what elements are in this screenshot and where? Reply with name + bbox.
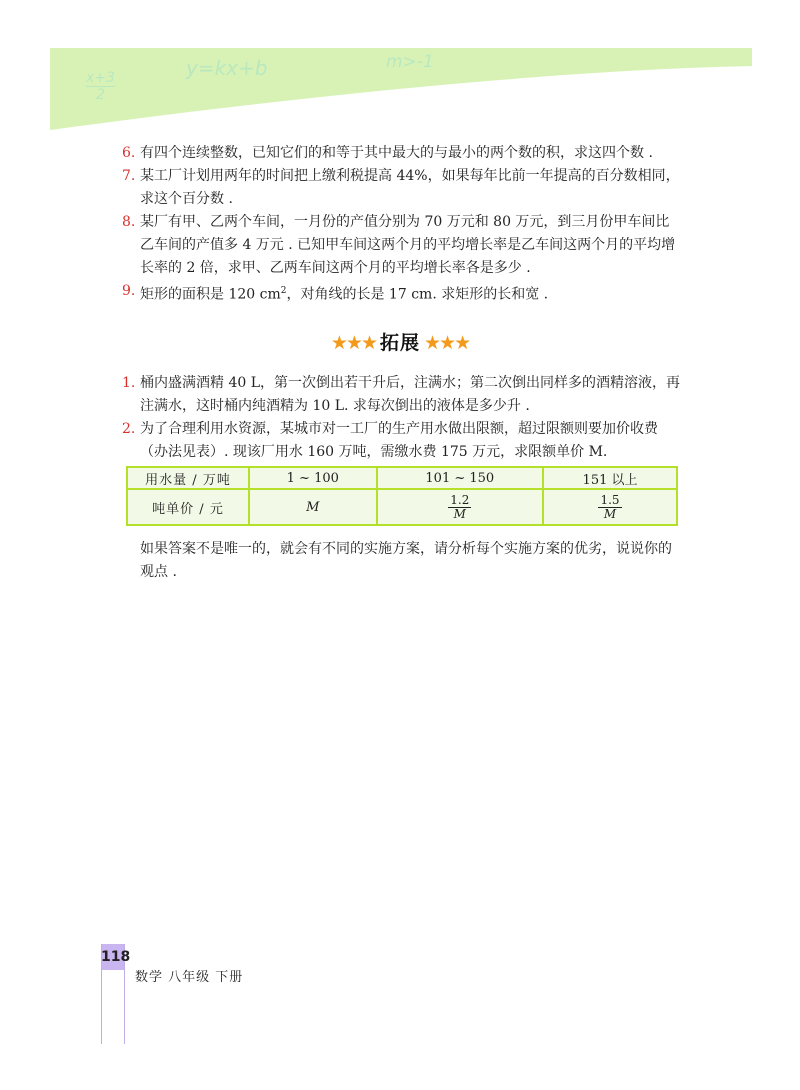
extension-item-1 <box>122 372 682 418</box>
extension-number: 2. <box>122 421 136 437</box>
exercise-superscript: 2 <box>280 286 287 296</box>
banner-formula-denominator: 2 <box>96 87 105 103</box>
extension-text: 桶内盛满酒精 40 L，第一次倒出若干升后，注满水；第二次倒出同样多的酒精溶液，再注满水，这时桶内纯酒精为 10 L. 求每次倒出的液体是多少升 . <box>140 375 681 414</box>
table-cell-price-1: M <box>249 489 377 525</box>
fraction <box>598 494 621 521</box>
fraction-numerator: 1.2 <box>450 492 470 507</box>
page-number: 118 <box>101 949 131 965</box>
banner-formula-linear: y=kx+b <box>186 56 268 80</box>
banner-formula-inequality: m>-1 <box>386 52 434 72</box>
exercise-number: 7. <box>122 168 136 184</box>
exercise-number: 8. <box>122 214 136 230</box>
banner-formula-fraction <box>86 70 115 103</box>
water-price-table <box>126 466 678 526</box>
exercise-text: 某工厂计划用两年的时间把上缴利税提高 44%，如果每年比前一年提高的百分数相同，求这个百分数 . <box>140 168 680 207</box>
discussion-note: 如果答案不是唯一的，就会有不同的实施方案，请分析每个实施方案的优劣，说说你的观点 . <box>140 541 672 580</box>
section-heading <box>0 328 800 355</box>
exercise-text: 有四个连续整数，已知它们的和等于其中最大的与最小的两个数的积，求这四个数 . <box>140 145 653 161</box>
banner-formula-numerator: x+3 <box>86 70 115 86</box>
exercise-item-7 <box>122 165 682 211</box>
fraction-denominator: M <box>453 506 466 521</box>
fraction-numerator: 1.5 <box>600 492 620 507</box>
exercise-list <box>122 142 682 307</box>
exercise-number: 9. <box>122 283 136 299</box>
exercise-number: 6. <box>122 145 136 161</box>
table-header-cell: 1 ~ 100 <box>249 467 377 489</box>
extension-list <box>122 372 682 464</box>
table-row <box>127 489 677 525</box>
exercise-text-start: 矩形的面积是 120 cm <box>140 286 281 303</box>
extension-number: 1. <box>122 375 136 391</box>
exercise-text: 某厂有甲、乙两个车间，一月份的产值分别为 70 万元和 80 万元，到三月份甲车间比乙车间的产值多 4 万元 . 已知甲车间这两个月的平均增长率是乙车间这两个月的平均增长率的 2 倍，求甲、乙两车间这两个月的平均增长率各是多少 . <box>140 214 676 276</box>
extension-item-2 <box>122 418 682 464</box>
table-header-cell: 用水量 / 万吨 <box>127 467 249 489</box>
exercise-item-8 <box>122 211 682 280</box>
fraction <box>448 494 471 521</box>
table-cell-price-3 <box>543 489 677 525</box>
table-cell-price-2 <box>377 489 543 525</box>
star-icon-group-left: ★★★ <box>330 332 376 354</box>
exercise-text-end: ，对角线的长是 17 cm. 求矩形的长和宽 . <box>286 286 549 303</box>
table-row-label: 吨单价 / 元 <box>127 489 249 525</box>
table-header-row <box>127 467 677 489</box>
book-title: 数学 八年级 下册 <box>135 970 244 985</box>
exercise-item-6 <box>122 142 682 165</box>
header-banner <box>0 0 800 140</box>
table-header-cell: 101 ~ 150 <box>377 467 543 489</box>
extension-text: 为了合理利用水资源，某城市对一工厂的生产用水做出限额，超过限额则要加价收费（办法见表）. 现该厂用水 160 万吨，需缴水费 175 万元，求限额单价 M. <box>140 421 658 460</box>
section-title: 拓展 <box>379 332 420 354</box>
star-icon-group-right: ★★★ <box>424 332 470 354</box>
table-header-cell: 151 以上 <box>543 467 677 489</box>
exercise-item-9 <box>122 280 682 307</box>
fraction-denominator: M <box>603 506 617 521</box>
